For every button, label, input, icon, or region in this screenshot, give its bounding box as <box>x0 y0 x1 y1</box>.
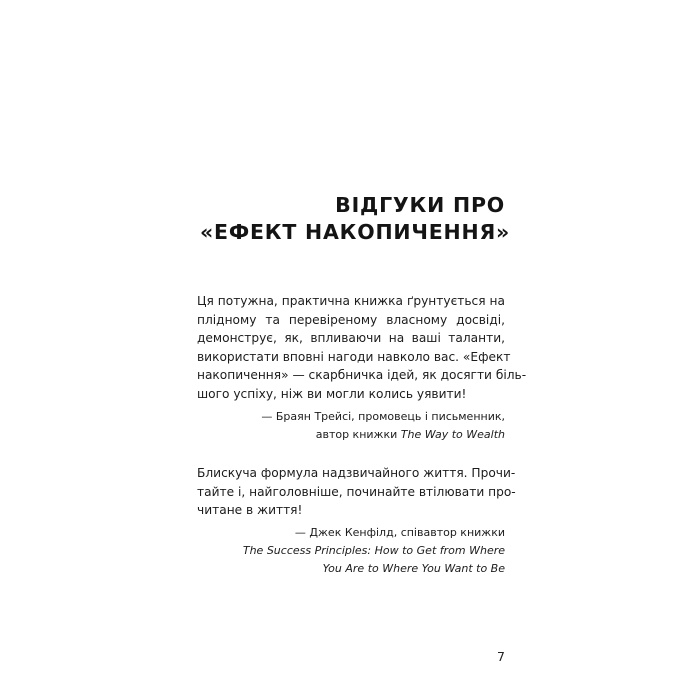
page-number: 7 <box>497 649 505 664</box>
review-2-line: Блискуча формула надзвичайного життя. Прочи- <box>197 466 516 480</box>
review-1-line: Ця потужна, практична книжка ґрунтується на <box>197 294 505 308</box>
attribution-book <box>197 426 505 444</box>
review-1-quote <box>197 292 527 404</box>
attribution-author: — Браян Трейсі, промовець і письменник, <box>261 409 505 423</box>
review-1 <box>197 292 527 444</box>
review-1-line: накопичення» — скарбничка ідей, як досягти біль- <box>197 368 527 383</box>
review-1-line: плідному та перевіреному власному досвіді, <box>197 312 505 327</box>
review-2-quote <box>197 464 516 520</box>
review-2-line: читане в життя! <box>197 503 303 518</box>
attribution-book <box>197 542 505 560</box>
review-2 <box>197 464 516 578</box>
title-line-2: «ЕФЕКТ НАКОПИЧЕННЯ» <box>200 220 511 244</box>
review-2-attribution <box>197 524 505 578</box>
book-title: The Way to Wealth <box>400 427 505 441</box>
review-1-line: використати вповні нагоди навколо вас. «Ефект <box>197 349 511 364</box>
attribution-prefix: автор книжки <box>315 427 401 441</box>
review-2-line: тайте і, найголовніше, починайте втілювати про- <box>197 484 516 499</box>
review-1-attribution <box>197 408 505 444</box>
attribution-book <box>197 560 505 578</box>
review-1-line: шого успіху, ніж ви могли колись уявити! <box>197 386 467 401</box>
book-title: The Success Principles: How to Get from Where <box>242 543 505 557</box>
page-title <box>200 192 511 246</box>
attribution-author: — Джек Кенфілд, співавтор книжки <box>294 525 505 539</box>
book-title: You Are to Where You Want to Be <box>322 561 505 575</box>
review-1-line: демонструє, як, впливаючи на ваші таланти, <box>197 331 505 346</box>
title-line-1: ВІДГУКИ ПРО <box>335 193 505 217</box>
